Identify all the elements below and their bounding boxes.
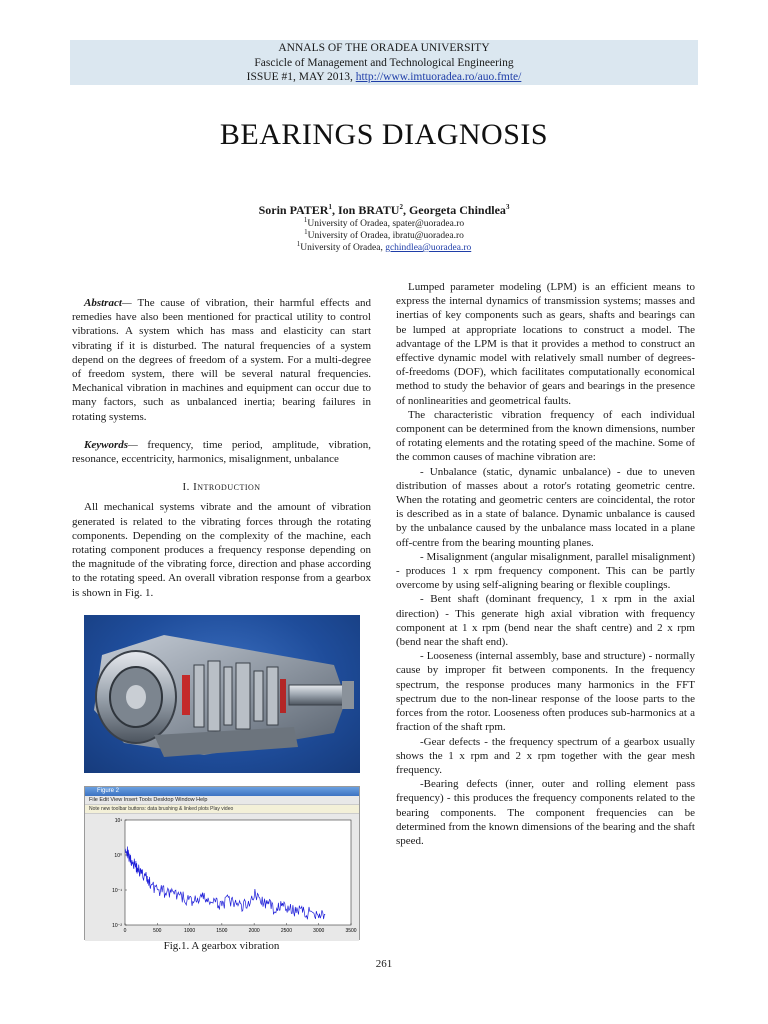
keywords-text: frequency, time period, amplitude, vibration, resonance, eccentricity, harmonics, misalignment, unbalance (72, 438, 372, 466)
x-tick-label: 3000 (313, 928, 325, 934)
affil-text: University of Oradea, (307, 231, 393, 241)
menu-window[interactable]: Window (175, 797, 195, 803)
section-heading (72, 480, 371, 494)
menu-view[interactable]: View (110, 797, 123, 803)
affil-text: University of Oradea, (307, 219, 393, 229)
issue-line (70, 70, 698, 85)
affiliation (0, 227, 768, 242)
abstract (72, 296, 371, 424)
x-tick-label: 0 (123, 928, 127, 934)
affiliation (0, 215, 768, 230)
author-sup: 2 (399, 203, 403, 211)
bearing-defects-paragraph: -Bearing defects (inner, outer and rolling element pass frequency) - this produces the frequency components related to the bearing components. The component frequencies can be determined from the known dimensions of the bearing and the shaft speed. (396, 778, 695, 847)
affil-email: spater@uoradea.ro (392, 219, 465, 229)
author-separator: , (402, 203, 409, 217)
affil-sup: 1 (303, 215, 308, 224)
toolbar-notice (85, 804, 359, 814)
affil-email-link[interactable]: gchindlea@uoradea.ro (385, 243, 472, 253)
issue-text: ISSUE #1, MAY 2013, (246, 71, 356, 83)
author-sup: 3 (505, 203, 510, 211)
affil-sup: 1 (304, 227, 308, 236)
affiliations (0, 215, 768, 254)
author-name: Sorin PATER (258, 203, 329, 217)
x-tick-label: 3500 (345, 928, 357, 934)
menu-bar (85, 796, 359, 804)
author-name: Ion BRATU (337, 203, 400, 217)
bent-shaft-paragraph: - Bent shaft (dominant frequency, 1 x rpm in the axial direction) - This generate high axial vibration with frequency component at 1 x rpm (bend near the shaft centre) and 2 x rpm (bend near the shaft end). (396, 593, 695, 649)
menu-file[interactable]: File (89, 797, 98, 803)
right-column (396, 280, 695, 848)
journal-link[interactable]: http://www.imtuoradea.ro/auo.fmte/ (355, 71, 522, 83)
affiliation (0, 239, 768, 254)
section-title: Introduction (193, 481, 261, 494)
author-list (0, 203, 768, 218)
menu-tools[interactable]: Tools (138, 797, 152, 803)
x-tick-label: 2000 (248, 928, 260, 934)
affil-text: University of Oradea, (300, 243, 386, 253)
causes-paragraph: The characteristic vibration frequency of each individual component can be determined from the known dimensions, number of rotating elements and the rotating speed of the machine. Some of the common causes of machine vibration are: (396, 408, 695, 464)
menu-edit[interactable]: Edit (99, 797, 109, 803)
vibration-spectrum-chart (85, 814, 359, 941)
author-sup: 1 (328, 203, 332, 211)
unbalance-paragraph: - Unbalance (static, dynamic unbalance) - due to uneven distribution of masses about a rotor's rotating geometric centre. When the rotating and geometric centers are coincidental, the rotor is described as in a state of balance. Dynamic unbalance is caused by the unbalance caused by the unbalance mass located in a plane off-centre from the bearing mounting planes. (396, 465, 695, 549)
keywords-dash: — (128, 438, 148, 451)
keywords (72, 438, 371, 466)
lpm-paragraph: Lumped parameter modeling (LPM) is an efficient means to express the internal dynamics of transmission systems; masses and inertias of key components such as gears, shafts and bearings can be lumped at appropriate locations to construct a model. The advantage of the LPM is that it provides a method to construct an effective dynamic model with relatively small number of degrees-of-freedoms (DOF), which facilitates computationally economical method to study the behavior of gears and bearings in the presence of nonlinearities and geometrical faults. (396, 281, 695, 407)
paper-title: BEARINGS DIAGNOSIS (219, 118, 549, 151)
intro-paragraph: All mechanical systems vibrate and the amount of vibration generated is related to the vibrating forces through the rotating components. Depending on the complexity of the machine, each rotating component produces a frequency response depending on the magnitude of the vibrating force, direction and phase according to the rotating speed. An overall vibration response from a gearbox is shown in Fig. 1. (72, 501, 371, 599)
author-name: Georgeta Chindlea (408, 203, 506, 217)
y-tick-label: 10⁰ (114, 853, 122, 859)
left-column (72, 296, 371, 600)
page-number: 261 (375, 958, 393, 970)
misalignment-paragraph: - Misalignment (angular misalignment, parallel misalignment) - produces 1 x rpm frequency component. This can be partly overcome by using self-aligning bearing or flexible couplings. (396, 550, 695, 592)
toolbar-text: Note new toolbar buttons: data brushing & linked plots Play video (89, 806, 234, 812)
gearbox-illustration (84, 615, 360, 773)
x-tick-label: 1500 (216, 928, 228, 934)
looseness-paragraph: - Looseness (internal assembly, base and structure) - normally cause by improper fit between components. In the frequency spectrum, the response produces many harmonics in the FFT spectrum due to the non-linear response of the loose parts to the forces from the rotor. Looseness often produces sub-harmonics at a fraction of the shaft rpm. (396, 650, 695, 734)
x-tick-label: 2500 (280, 928, 292, 934)
affil-email: ibratu@uoradea.ro (392, 231, 464, 241)
menu-help[interactable]: Help (196, 797, 208, 803)
y-tick-label: 10¹ (114, 818, 122, 824)
fascicle-name: Fascicle of Management and Technological Engineering (254, 56, 514, 69)
plot-area (125, 820, 351, 925)
author-separator: , (331, 203, 338, 217)
keywords-label: Keywords (84, 438, 128, 451)
menu-insert[interactable]: Insert (123, 797, 138, 803)
x-tick-label: 1000 (184, 928, 196, 934)
window-title: Figure 2 (97, 788, 120, 794)
vibration-plot-window (84, 786, 360, 940)
figure-caption: Fig.1. A gearbox vibration (163, 940, 280, 952)
section-number: I. (182, 481, 194, 494)
menu-desktop[interactable]: Desktop (153, 797, 174, 803)
y-tick-label: 10⁻² (112, 923, 122, 929)
abstract-dash: — (121, 297, 138, 309)
window-titlebar (85, 787, 359, 796)
abstract-text: The cause of vibration, their harmful effects and remedies have also been mentioned for practical utility to control vibrations. A system which has mass and elasticity can start vibrating if it is disturbed. The natural frequencies of a system depend on the degrees of freedom of a system. For a multi-degree of freedom system, there will be several natural frequencies. Mechanical vibration in machines and equipment can occur due to many factors, such as unbalanced inertia; bearing failures in rotating systems. (72, 297, 371, 423)
gearbox-photo (84, 615, 360, 773)
x-tick-label: 500 (153, 928, 162, 934)
affil-sup: 1 (296, 239, 301, 248)
y-tick-label: 10⁻¹ (112, 888, 122, 894)
journal-name: ANNALS OF THE ORADEA UNIVERSITY (278, 42, 490, 54)
journal-header (70, 40, 698, 85)
gear-defects-paragraph: -Gear defects - the frequency spectrum of a gearbox usually shows the 1 x rpm and 2 x rpm together with the gear mesh frequency. (396, 735, 695, 776)
abstract-label: Abstract (84, 297, 122, 309)
